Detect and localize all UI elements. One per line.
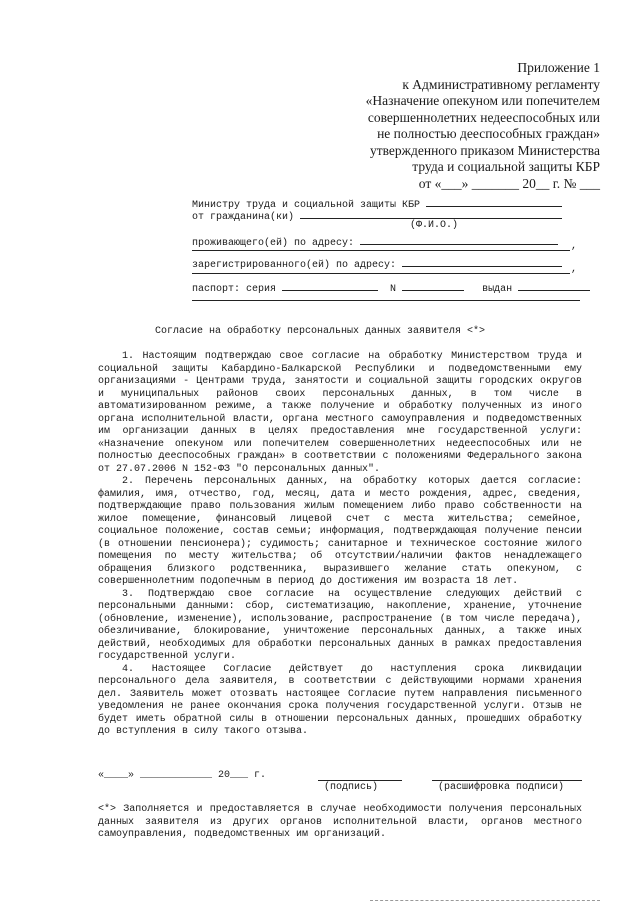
- passport-series-label: паспорт: серия: [192, 284, 277, 295]
- passport-issued-field[interactable]: [518, 280, 590, 291]
- registered-comma: ,: [571, 264, 578, 275]
- residence-field-line[interactable]: [192, 250, 570, 251]
- passport-number-field[interactable]: [402, 280, 464, 291]
- from-label: от гражданина(ки): [192, 212, 295, 223]
- from-line: [192, 208, 562, 223]
- signature-block: [98, 770, 582, 800]
- passport-line: [192, 280, 590, 295]
- header-line: не полностью дееспособных граждан»: [377, 126, 600, 141]
- header-line: утвержденного приказом Министерства: [369, 142, 600, 158]
- signature-decode-field[interactable]: [432, 780, 582, 781]
- passport-number-label: N: [390, 284, 397, 295]
- consent-paragraph: 4. Настоящее Согласие действует до наступления срока ликвидации персонального дела заявителя, в соответствии с действующими нормами хранения дел. Заявитель может отозвать настоящее Согласие путем направления письменного уведомления не ранее окончания срока получения государственной услуги. Отзыв не будет иметь обратной силы в отношении персональных данных, прошедших обработку до вступления в силу такого отзыва.: [98, 663, 582, 737]
- signature-date[interactable]: «____» ____________ 20___ г.: [98, 770, 267, 781]
- fio-field[interactable]: [300, 208, 562, 219]
- scan-artifact-divider: [370, 900, 600, 901]
- passport-series-field[interactable]: [282, 280, 378, 291]
- residence-field[interactable]: [360, 234, 558, 245]
- footnote: [98, 804, 582, 842]
- consent-paragraph: 3. Подтверждаю свое согласие на осуществление следующих действий с персональными данными: сбор, систематизацию, накопление, хранение, уточнение (обновление, изменение), использование, распространение (в том числе передача), обезличивание, блокирование, уничтожение персональных данных, а также иных действий, необходимых для обработки персональных данных в рамках предоставления государственной услуги.: [98, 588, 582, 662]
- residence-line: [192, 234, 558, 249]
- passport-issued-label: выдан: [482, 284, 513, 295]
- registered-field-line[interactable]: [192, 273, 570, 274]
- passport-issued-field-line[interactable]: [192, 300, 580, 301]
- consent-paragraph: 2. Перечень персональных данных, на обработку которых дается согласие: фамилия, имя, отчество, год, месяц, дата и место рождения, адрес, сведения, подтверждающие право пользования жилым помещением либо право собственности на жилое помещение, финансовый лицевой счет с места жительства; семейное, социальное положение, состав семьи; информация, подтверждающая получение пенсии (в отношении пенсионера); судимость; санитарное и техническое состояние жилого помещения по месту жительства; об отсутствии/наличии фактов ненадлежащего обращения близкого родственника, выразившего желание стать опекуном, с совершеннолетним подопечным в период до достижения им возраста 18 лет.: [98, 476, 582, 587]
- residence-label: проживающего(ей) по адресу:: [192, 238, 355, 249]
- registered-label: зарегистрированного(ей) по адресу:: [192, 260, 397, 271]
- header-line: труда и социальной защиты КБР: [412, 159, 600, 174]
- signature-decode-caption: (расшифровка подписи): [438, 782, 565, 793]
- header-line: Приложение 1: [517, 60, 600, 75]
- header-line: от «___» _______ 20__ г. № ___: [418, 175, 600, 191]
- consent-paragraph: 1. Настоящим подтверждаю свое согласие на обработку Министерством труда и социальной защиты Кабардино-Балкарской Республики и подведомственными ему организациями - Центрами труда, занятости и социальной защиты городских округов и муниципальных районов своих персональных данных, в том числе в автоматизированном режиме, а также получение и обработку полученных из иного органа исполнительной власти, органа местного самоуправления и подведомственных им организации данных в целях предоставления мне государственной услуги: «Назначение опекуном или попечителем совершеннолетних недееспособных или не полностью дееспособных граждан» в соответствии с положениями Федерального закона от 27.07.2006 N 152-ФЗ "О персональных данных".: [98, 351, 582, 475]
- consent-title: Согласие на обработку персональных данных заявителя <*>: [154, 326, 486, 337]
- footnote-text: <*> Заполняется и предоставляется в случае необходимости получения персональных данных заявителя из других органов исполнительной власти, органов местного самоуправления, подведомственных им организаций.: [98, 804, 582, 840]
- addressee-text: Министру труда и социальной защиты КБР: [192, 200, 421, 211]
- registered-field[interactable]: [402, 256, 562, 267]
- registered-line: [192, 256, 562, 271]
- header-line: к Административному регламенту: [402, 76, 600, 92]
- addressee-blank[interactable]: [426, 196, 562, 207]
- attachment-header: [300, 60, 600, 192]
- signature-caption: (подпись): [324, 782, 379, 793]
- consent-body: [98, 351, 582, 739]
- header-line: «Назначение опекуном или попечителем: [365, 93, 600, 108]
- residence-comma: ,: [571, 241, 578, 252]
- signature-field[interactable]: [318, 780, 402, 781]
- header-line: совершеннолетних недееспособных или: [367, 109, 600, 125]
- fio-caption: (Ф.И.О.): [410, 220, 459, 231]
